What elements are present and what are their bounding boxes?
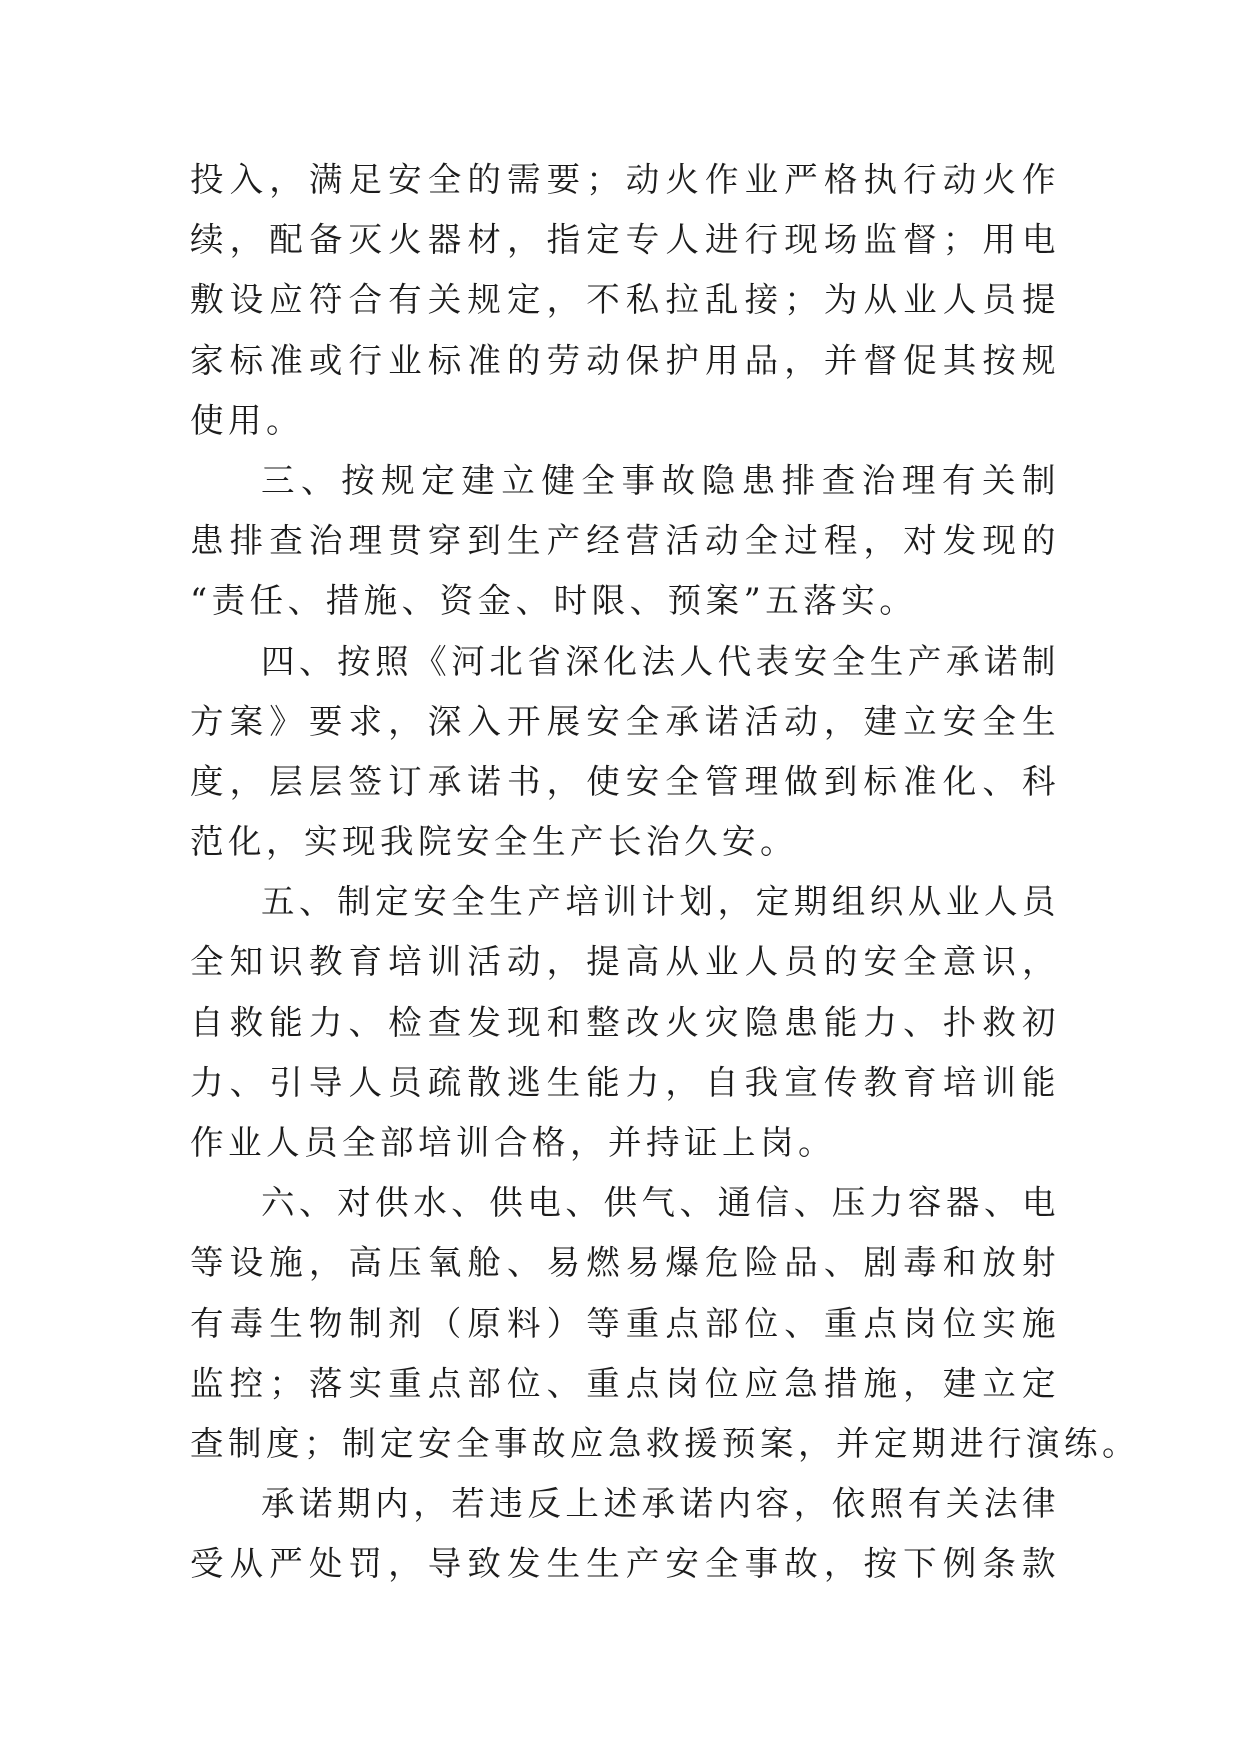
text-line: 续，配备灭火器材，指定专人进行现场监督；用电 [190,220,1060,260]
text-line: 作业人员全部培训合格，并持证上岗。 [190,1123,836,1162]
text-line: 受从严处罚，导致发生生产安全事故，按下例条款 [190,1544,1060,1584]
text-line: 使用。 [190,400,304,440]
text-line: 力、引导人员疏散逃生能力，自我宣传教育培训能 [190,1062,1060,1102]
text-line: 范化，实现我院安全生产长治久安。 [190,822,798,862]
text-line: 监控；落实重点部位、重点岗位应急措施，建立定 [190,1363,1060,1403]
text-line: 四、按照《河北省深化法人代表安全生产承诺制 [261,641,1060,681]
text-line: 方案》要求，深入开展安全承诺活动，建立安全生 [190,701,1060,741]
text-line: 家标准或行业标准的劳动保护用品，并督促其按规 [190,340,1060,380]
text-line: 六、对供水、供电、供气、通信、压力容器、电 [261,1183,1060,1223]
text-line: 五、制定安全生产培训计划，定期组织从业人员 [261,882,1060,922]
text-line: 患排查治理贯穿到生产经营活动全过程，对发现的 [190,521,1060,561]
text-line: 三、按规定建立健全事故隐患排查治理有关制 [261,460,1060,500]
text-line: 等设施，高压氧舱、易燃易爆危险品、剧毒和放射 [190,1243,1060,1283]
text-line: “责任、措施、资金、时限、预案”五落实。 [190,581,918,621]
document-body [190,150,1140,1595]
text-line: 度，层层签订承诺书，使安全管理做到标准化、科 [190,761,1060,801]
text-line: 敷设应符合有关规定，不私拉乱接；为从业人员提 [190,280,1060,320]
text-line: 投入，满足安全的需要；动火作业严格执行动火作 [190,160,1060,199]
text-line: 自救能力、检查发现和整改火灾隐患能力、扑救初 [190,1002,1060,1042]
text-line: 查制度；制定安全事故应急救援预案，并定期进行演练。 [190,1423,1140,1463]
text-line: 有毒生物制剂（原料）等重点部位、重点岗位实施 [190,1303,1060,1343]
text-line: 承诺期内，若违反上述承诺内容，依照有关法律 [261,1484,1060,1524]
text-line: 全知识教育培训活动，提高从业人员的安全意识， [190,942,1060,982]
